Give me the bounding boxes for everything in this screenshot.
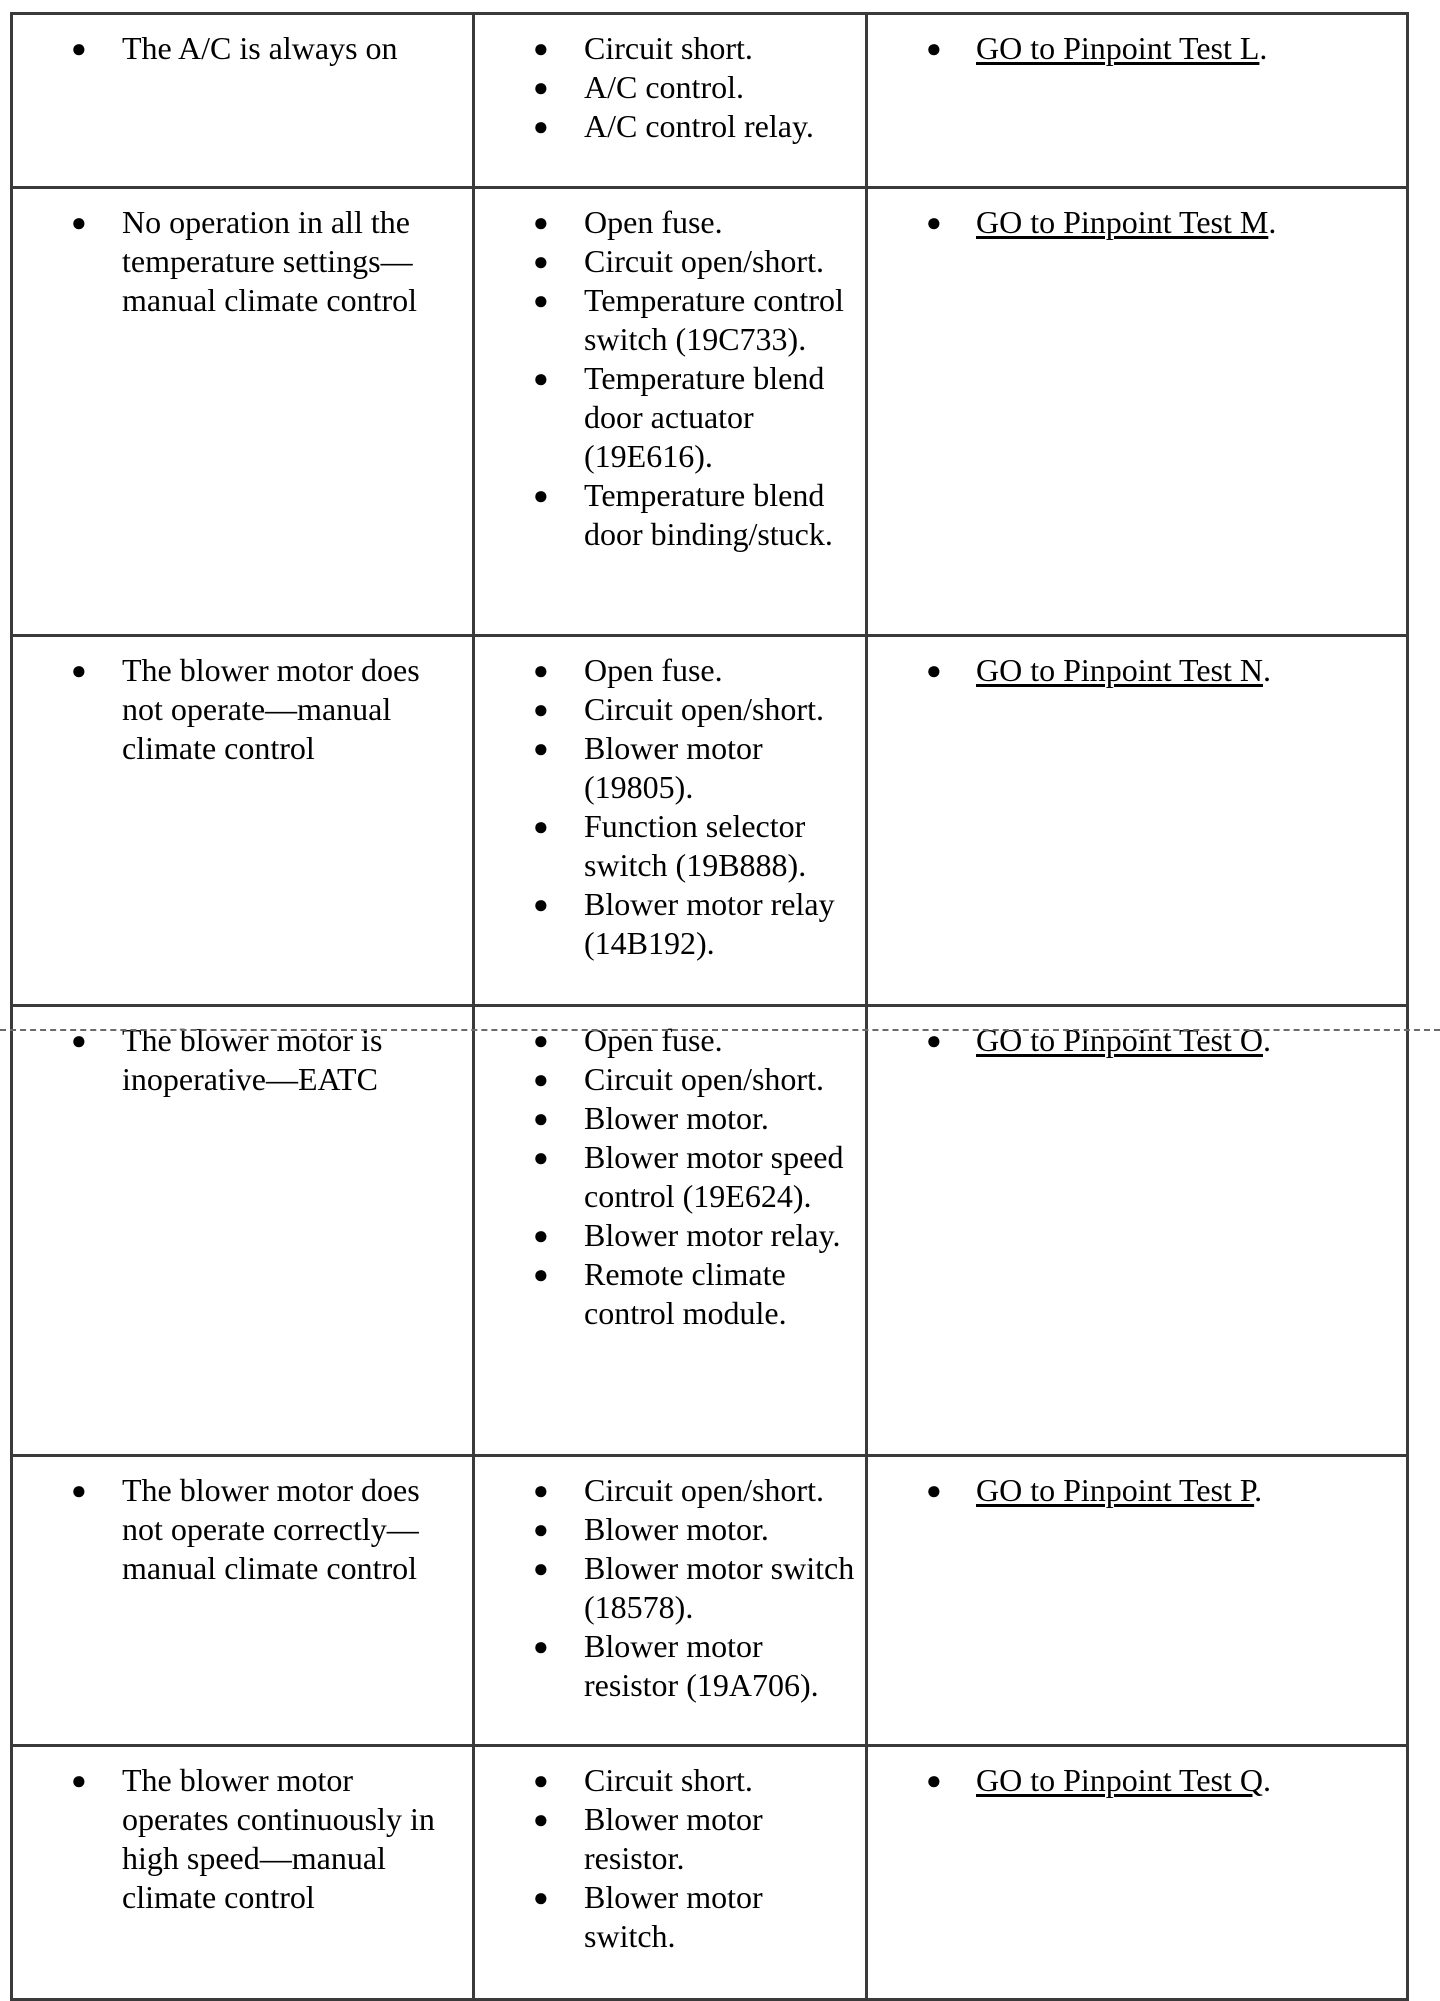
possible-source-cell	[474, 188, 867, 636]
list-item	[13, 651, 472, 768]
bullet-icon: ●	[533, 1632, 549, 1661]
bullet-icon: ●	[926, 1026, 942, 1055]
list-item	[475, 690, 865, 729]
list-item	[13, 1471, 472, 1588]
cause-text: Remote climate control module.	[584, 1256, 787, 1331]
action-cell	[867, 1746, 1408, 2000]
action-cell	[867, 1456, 1408, 1746]
bullet-icon: ●	[533, 1104, 549, 1133]
condition-cell	[12, 636, 474, 1006]
list-item	[475, 203, 865, 242]
cause-text: Open fuse.	[584, 204, 723, 240]
list-item	[868, 1021, 1406, 1060]
cause-text: Open fuse.	[584, 652, 723, 688]
cause-text: Circuit open/short.	[584, 243, 824, 279]
bullet-icon: ●	[71, 34, 87, 63]
condition-text: No operation in all the temperature settings—manual climate control	[122, 204, 417, 318]
cause-text: A/C control relay.	[584, 108, 814, 144]
cause-text: Circuit short.	[584, 30, 753, 66]
condition-text: The A/C is always on	[122, 30, 398, 66]
cause-text: Blower motor.	[584, 1100, 769, 1136]
condition-cell	[12, 14, 474, 188]
cause-text: Blower motor (19805).	[584, 730, 763, 805]
cause-text: Blower motor.	[584, 1511, 769, 1547]
list-item	[475, 281, 865, 359]
pinpoint-test-l-link[interactable]: GO to Pinpoint Test L	[976, 30, 1260, 66]
list-item	[868, 651, 1406, 690]
condition-text: The blower motor is inoperative—EATC	[122, 1022, 383, 1097]
bullet-icon: ●	[533, 1476, 549, 1505]
table-row	[12, 636, 1408, 1006]
cause-text: Function selector switch (19B888).	[584, 808, 807, 883]
bullet-icon: ●	[533, 695, 549, 724]
bullet-icon: ●	[533, 734, 549, 763]
action-suffix: .	[1262, 652, 1271, 688]
bullet-icon: ●	[71, 208, 87, 237]
list-item	[475, 1627, 865, 1705]
cause-text: Blower motor relay (14B192).	[584, 886, 835, 961]
bullet-icon: ●	[533, 481, 549, 510]
bullet-icon: ●	[533, 208, 549, 237]
table-row	[12, 1006, 1408, 1456]
cause-text: A/C control.	[584, 69, 744, 105]
bullet-icon: ●	[533, 1515, 549, 1544]
list-item	[475, 1255, 865, 1333]
bullet-icon: ●	[533, 1766, 549, 1795]
table-row	[12, 1456, 1408, 1746]
list-item	[868, 1761, 1406, 1800]
condition-cell	[12, 1746, 474, 2000]
list-item	[475, 651, 865, 690]
cause-text: Blower motor switch.	[584, 1879, 763, 1954]
action-suffix: .	[1262, 1762, 1271, 1798]
bullet-icon: ●	[533, 1260, 549, 1289]
bullet-icon: ●	[71, 1026, 87, 1055]
bullet-icon: ●	[533, 1554, 549, 1583]
list-item	[475, 1510, 865, 1549]
action-suffix: .	[1254, 1472, 1263, 1508]
cause-text: Blower motor resistor.	[584, 1801, 763, 1876]
bullet-icon: ●	[533, 364, 549, 393]
bullet-icon: ●	[533, 1143, 549, 1172]
bullet-icon: ●	[533, 1221, 549, 1250]
cause-text: Temperature control switch (19C733).	[584, 282, 844, 357]
list-item	[13, 1761, 472, 1917]
list-item	[475, 68, 865, 107]
bullet-icon: ●	[71, 656, 87, 685]
list-item	[13, 1021, 472, 1099]
cause-text: Temperature blend door binding/stuck.	[584, 477, 833, 552]
cause-text: Circuit open/short.	[584, 1061, 824, 1097]
condition-text: The blower motor operates continuously in high speed—manual climate control	[122, 1762, 435, 1915]
list-item	[475, 242, 865, 281]
bullet-icon: ●	[71, 1476, 87, 1505]
list-item	[475, 1878, 865, 1956]
cause-text: Blower motor resistor (19A706).	[584, 1628, 819, 1703]
list-item	[868, 29, 1406, 68]
cause-text: Open fuse.	[584, 1022, 723, 1058]
bullet-icon: ●	[926, 34, 942, 63]
bullet-icon: ●	[533, 1805, 549, 1834]
action-cell	[867, 188, 1408, 636]
action-suffix: .	[1268, 204, 1277, 240]
pinpoint-test-o-link[interactable]: GO to Pinpoint Test O	[976, 1022, 1263, 1058]
condition-text: The blower motor does not operate—manual climate control	[122, 652, 420, 766]
list-item	[475, 1549, 865, 1627]
condition-cell	[12, 188, 474, 636]
action-suffix: .	[1259, 30, 1268, 66]
list-item	[475, 1099, 865, 1138]
list-item	[475, 1800, 865, 1878]
condition-text: The blower motor does not operate correctly—manual climate control	[122, 1472, 420, 1586]
bullet-icon: ●	[533, 890, 549, 919]
cause-text: Circuit open/short.	[584, 1472, 824, 1508]
bullet-icon: ●	[533, 247, 549, 276]
list-item	[475, 359, 865, 476]
list-item	[475, 107, 865, 146]
pinpoint-test-p-link[interactable]: GO to Pinpoint Test P	[976, 1472, 1255, 1508]
list-item	[868, 1471, 1406, 1510]
bullet-icon: ●	[533, 112, 549, 141]
list-item	[475, 1138, 865, 1216]
action-cell	[867, 636, 1408, 1006]
cause-text: Circuit open/short.	[584, 691, 824, 727]
action-cell	[867, 14, 1408, 188]
bullet-icon: ●	[533, 73, 549, 102]
cause-text: Blower motor switch (18578).	[584, 1550, 855, 1625]
list-item	[13, 29, 472, 68]
bullet-icon: ●	[533, 656, 549, 685]
bullet-icon: ●	[533, 34, 549, 63]
bullet-icon: ●	[926, 1766, 942, 1795]
list-item	[475, 1021, 865, 1060]
bullet-icon: ●	[533, 1026, 549, 1055]
list-item	[475, 1471, 865, 1510]
cause-text: Blower motor relay.	[584, 1217, 841, 1253]
list-item	[13, 203, 472, 320]
list-item	[868, 203, 1406, 242]
action-cell	[867, 1006, 1408, 1456]
list-item	[475, 885, 865, 963]
possible-source-cell	[474, 1456, 867, 1746]
action-suffix: .	[1262, 1022, 1271, 1058]
possible-source-cell	[474, 636, 867, 1006]
possible-source-cell	[474, 1746, 867, 2000]
possible-source-cell	[474, 1006, 867, 1456]
cause-text: Temperature blend door actuator (19E616).	[584, 360, 825, 474]
bullet-icon: ●	[533, 286, 549, 315]
bullet-icon: ●	[926, 208, 942, 237]
bullet-icon: ●	[533, 812, 549, 841]
bullet-icon: ●	[533, 1065, 549, 1094]
condition-cell	[12, 1006, 474, 1456]
possible-source-cell	[474, 14, 867, 188]
list-item	[475, 1216, 865, 1255]
pinpoint-test-q-link[interactable]: GO to Pinpoint Test Q	[976, 1762, 1263, 1798]
bullet-icon: ●	[926, 1476, 942, 1505]
table-row	[12, 1746, 1408, 2000]
list-item	[475, 476, 865, 554]
bullet-icon: ●	[926, 656, 942, 685]
symptom-chart-table	[10, 12, 1409, 2001]
condition-cell	[12, 1456, 474, 1746]
table-row	[12, 14, 1408, 188]
list-item	[475, 1060, 865, 1099]
bullet-icon: ●	[533, 1883, 549, 1912]
list-item	[475, 807, 865, 885]
list-item	[475, 1761, 865, 1800]
pinpoint-test-m-link[interactable]: GO to Pinpoint Test M	[976, 204, 1269, 240]
list-item	[475, 729, 865, 807]
pinpoint-test-n-link[interactable]: GO to Pinpoint Test N	[976, 652, 1263, 688]
table-row	[12, 188, 1408, 636]
bullet-icon: ●	[71, 1766, 87, 1795]
cause-text: Circuit short.	[584, 1762, 753, 1798]
list-item	[475, 29, 865, 68]
cause-text: Blower motor speed control (19E624).	[584, 1139, 844, 1214]
